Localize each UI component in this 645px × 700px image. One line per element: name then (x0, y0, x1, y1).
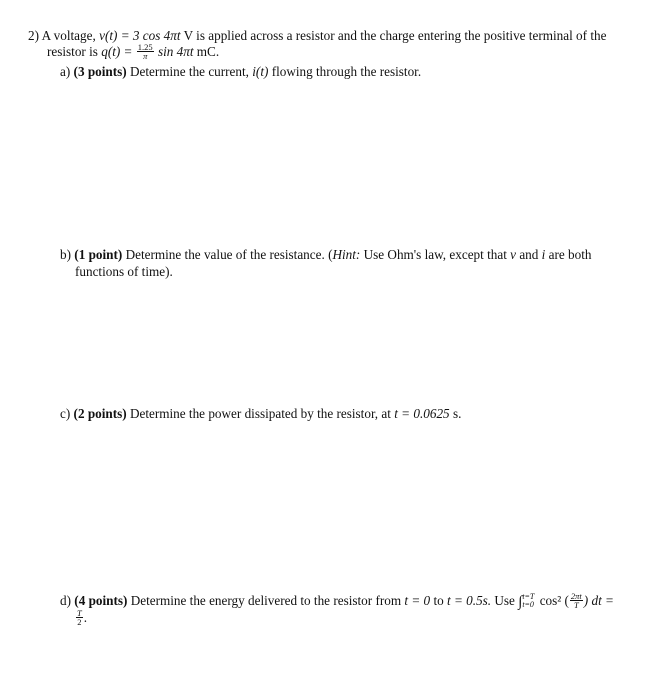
part-d-points: (4 points) (74, 593, 128, 608)
charge-fraction: $\frac{1.25}{\pi}$ (137, 42, 153, 62)
part-c-label: c) (60, 406, 71, 421)
charge-unit: mC. (196, 44, 220, 59)
cos-argument-fraction: $\frac{2\pi t}{T}$ (570, 591, 582, 611)
result-period: . (83, 610, 88, 625)
var-i: i (541, 247, 546, 262)
q2-line1-text: V is applied across a resistor and the charge entering the positive terminal of the (183, 28, 607, 43)
part-a-label: a) (60, 64, 71, 79)
result-fraction: $\frac{T}{2}$ (77, 608, 82, 628)
q2-line2-text: resistor is (47, 44, 98, 59)
current-variable: i(t) (252, 64, 269, 79)
charge-expression-rhs: sin 4πt (157, 44, 194, 59)
part-b-line2-text: functions of time). (75, 264, 173, 279)
part-b-points: (1 point) (74, 247, 123, 262)
time-expression: t = 0.0625 (394, 406, 450, 421)
part-b (60, 247, 630, 263)
and-word: and (519, 247, 539, 262)
part-d (60, 593, 640, 610)
part-b-label: b) (60, 247, 71, 262)
part-c-text: Determine the power dissipated by the resistor, at (129, 406, 391, 421)
hint-label: Hint: (332, 247, 361, 262)
part-b-text: Determine the value of the resistance. ( (125, 247, 333, 262)
question-2-line2 (47, 44, 627, 61)
part-d-text: Determine the energy delivered to the resistor from (130, 593, 402, 608)
question-number: 2) (28, 28, 39, 43)
integral-limits: t=T t=0 (522, 591, 535, 609)
time-end: t = 0.5s. (447, 593, 492, 608)
time-unit: s. (452, 406, 462, 421)
part-c-points: (2 points) (73, 406, 127, 421)
voltage-expression: v(t) = 3 cos 4πt (99, 28, 181, 43)
part-a-points: (3 points) (73, 64, 127, 79)
integral-sign: ∫ (518, 594, 523, 610)
part-a-text-end: flowing through the resistor. (271, 64, 422, 79)
time-start: t = 0 (404, 593, 431, 608)
part-b-text-2: Use Ohm's law, except that (363, 247, 507, 262)
var-v: v (510, 247, 517, 262)
part-b-line2 (75, 264, 625, 280)
use-word: Use (494, 593, 515, 608)
part-a-text: Determine the current, (129, 64, 249, 79)
part-b-text-3: are both (548, 247, 592, 262)
part-d-line2 (75, 610, 87, 627)
to-word: to (433, 593, 444, 608)
integrand: cos² ( (539, 593, 569, 608)
part-d-label: d) (60, 593, 71, 608)
question-2 (28, 28, 628, 44)
part-c (60, 406, 620, 422)
integrand-end: ) dt = (583, 593, 614, 608)
charge-expression-lhs: q(t) = (101, 44, 133, 59)
part-a (60, 64, 620, 80)
q2-intro-text: A voltage, (41, 28, 96, 43)
